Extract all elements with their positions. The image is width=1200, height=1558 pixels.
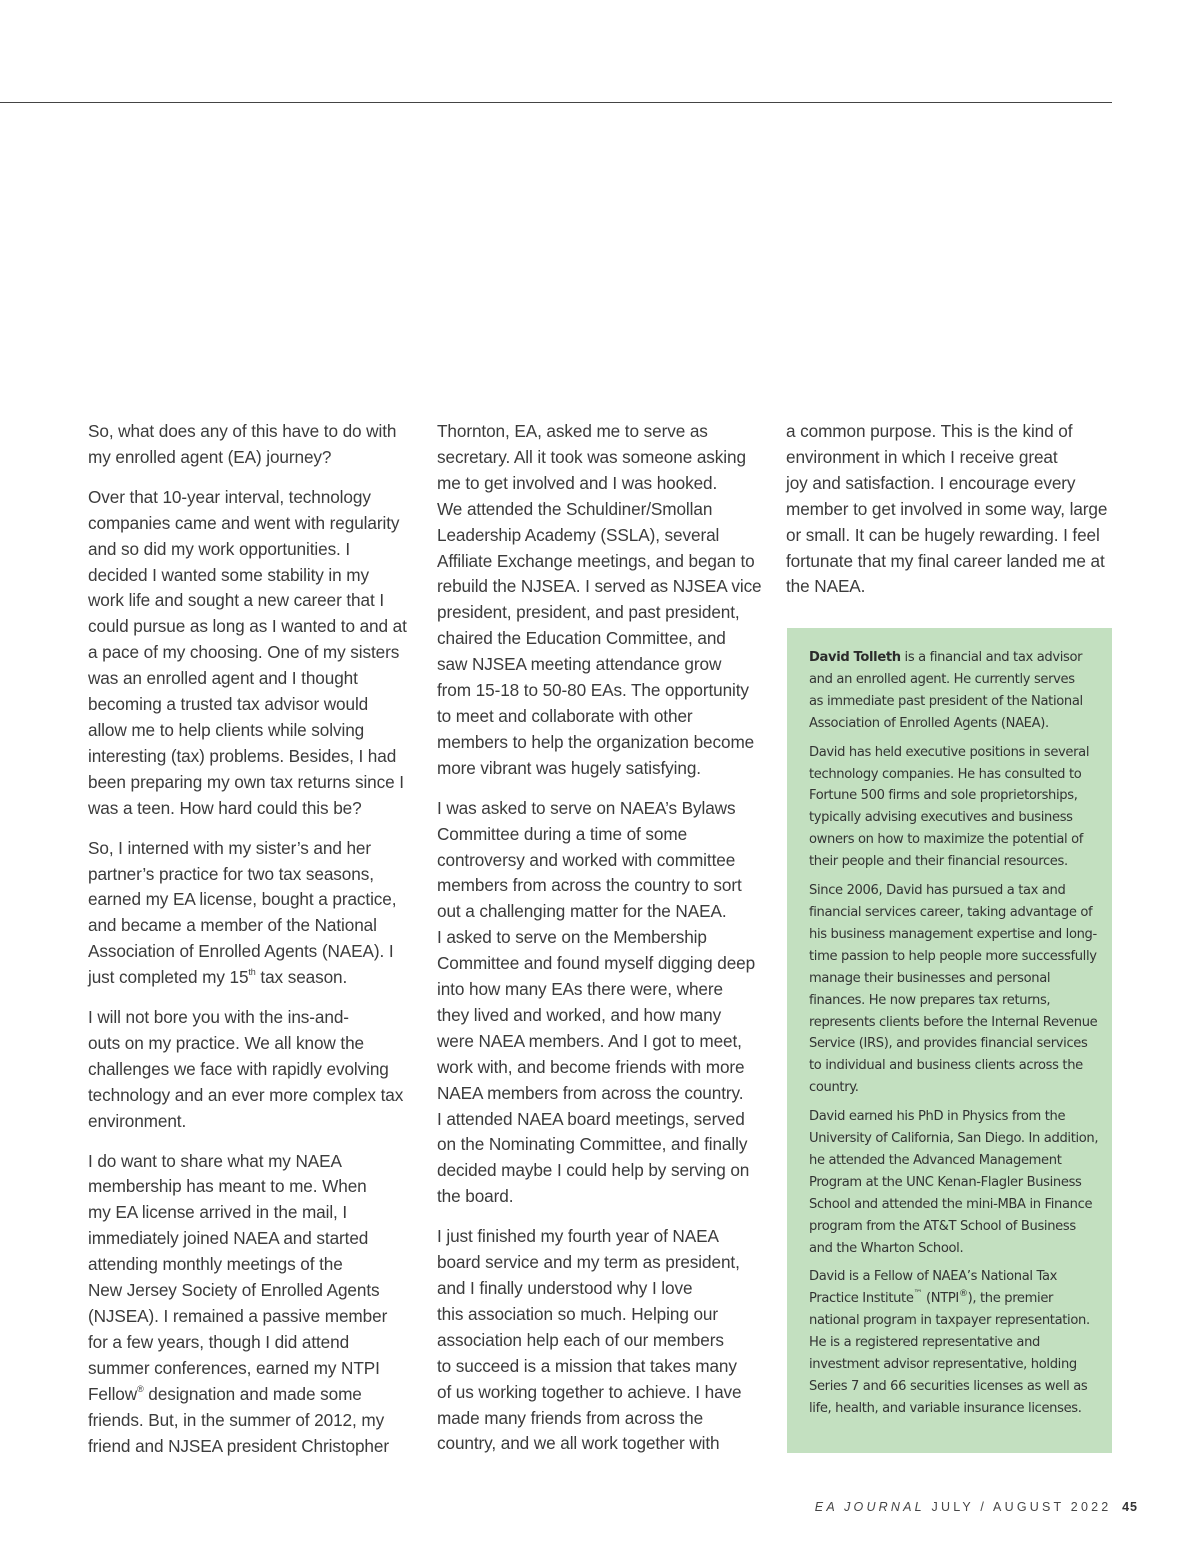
text-line: owners on how to maximize the potential of (809, 832, 1084, 848)
text-line: as immediate past president of the National (809, 693, 1083, 709)
text-line: Leadership Academy (SSLA), several (437, 524, 720, 545)
text-line: (NJSEA). I remained a passive member (88, 1306, 388, 1326)
text-line: work life and sought a new career that I (88, 590, 384, 611)
text-line: Practice Institute™ (NTPI®), the premier (809, 1289, 1054, 1307)
page-number: 45 (1122, 1500, 1138, 1514)
bio-paragraph (809, 1266, 1102, 1419)
text-line: technology and an ever more complex tax (88, 1084, 404, 1105)
text-line: friends. But, in the summer of 2012, my (88, 1409, 385, 1430)
paragraph (88, 1005, 418, 1135)
paragraph (88, 1149, 418, 1460)
paragraph-lines (88, 1149, 418, 1382)
text-line: to individual and business clients across the (809, 1058, 1083, 1074)
text-line: for a few years, though I did attend (88, 1331, 350, 1352)
text-line: So, what does any of this have to do with (88, 421, 397, 441)
text-line: his business management expertise and long- (809, 926, 1097, 942)
author-bio-box (787, 628, 1112, 1453)
text-line: manage their businesses and personal (809, 970, 1051, 986)
page-footer (815, 1500, 1138, 1514)
text-line: challenges we face with rapidly evolving (88, 1058, 389, 1079)
text-line: represents clients before the Internal Revenue (809, 1014, 1098, 1030)
text-line: We attended the Schuldiner/Smollan (437, 498, 713, 519)
text-line: New Jersey Society of Enrolled Agents (88, 1280, 380, 1301)
text-line: been preparing my own tax returns since I (88, 771, 404, 792)
text-line: to succeed is a mission that takes many (437, 1355, 737, 1376)
text-line: saw NJSEA meeting attendance grow (437, 654, 722, 675)
text-line: to meet and collaborate with other (437, 705, 693, 726)
text-line: their people and their financial resources. (809, 854, 1068, 870)
text-line: association help each of our members (437, 1329, 724, 1350)
text-line: finances. He now prepares tax returns, (809, 992, 1051, 1008)
text-line: I was asked to serve on NAEA’s Bylaws (437, 797, 736, 818)
article-column-1 (88, 419, 418, 1473)
text-line: chaired the Education Committee, and (437, 628, 726, 649)
text-line: president, president, and past president, (437, 602, 740, 623)
text-line: a common purpose. This is the kind of (786, 421, 1073, 441)
text-line: Program at the UNC Kenan-Flagler Business (809, 1174, 1082, 1190)
issue-date: JULY / AUGUST 2022 (931, 1500, 1112, 1514)
text-line: environment in which I receive great (786, 446, 1058, 467)
text-line: were NAEA members. And I got to meet, (437, 1030, 742, 1051)
text-line: from 15-18 to 50-80 EAs. The opportunity (437, 680, 749, 701)
text-line: program from the AT&T School of Business (809, 1218, 1076, 1234)
text-line: David Tolleth is a financial and tax advisor (809, 650, 1083, 665)
paragraph (437, 419, 769, 782)
text-line: time passion to help people more successfully (809, 948, 1097, 964)
text-line: this association so much. Helping our (437, 1303, 718, 1324)
author-name: David Tolleth (809, 650, 901, 665)
text-line: Committee and found myself digging deep (437, 953, 756, 974)
text-line: So, I interned with my sister’s and her (88, 837, 372, 858)
text-line: Association of Enrolled Agents (NAEA). I (88, 941, 394, 962)
text-line: I attended NAEA board meetings, served (437, 1108, 745, 1129)
text-line: members to help the organization become (437, 731, 755, 752)
text-line: controversy and worked with committee (437, 849, 736, 870)
text-line: summer conferences, earned my NTPI (88, 1357, 380, 1378)
text-line: Affiliate Exchange meetings, and began to (437, 550, 755, 571)
paragraph-lines (88, 1408, 418, 1460)
text-line: and an enrolled agent. He currently serves (809, 671, 1075, 687)
text-line: earned my EA license, bought a practice, (88, 889, 397, 910)
text-line: membership has meant to me. When (88, 1176, 367, 1197)
text-line: me to get involved and I was hooked. (437, 472, 718, 493)
text-line: into how many EAs there were, where (437, 979, 723, 1000)
text-line: or small. It can be hugely rewarding. I feel (786, 524, 1100, 545)
text-line: board service and my term as president, (437, 1252, 740, 1273)
text-line: outs on my practice. We all know the (88, 1032, 364, 1053)
text-line: environment. (88, 1110, 187, 1131)
text-line: and the Wharton School. (809, 1240, 964, 1256)
text-line: I do want to share what my NAEA (88, 1150, 342, 1171)
text-line: Over that 10-year interval, technology (88, 486, 371, 507)
text-line: David is a Fellow of NAEA’s National Tax (809, 1269, 1058, 1285)
paragraph (437, 1224, 769, 1457)
text-line: decided I wanted some stability in my (88, 564, 369, 585)
header-rule (0, 102, 1112, 103)
article-column-3 (786, 419, 1116, 614)
text-line: Association of Enrolled Agents (NAEA). (809, 715, 1049, 731)
superscript: th (248, 967, 256, 978)
bio-paragraph (809, 742, 1102, 873)
text-line: rebuild the NJSEA. I served as NJSEA vice (437, 576, 762, 597)
text-line: on the Nominating Committee, and finally (437, 1134, 748, 1155)
text-line: David has held executive positions in several (809, 744, 1090, 760)
text-line: friend and NJSEA president Christopher (88, 1435, 389, 1456)
text-line: fortunate that my final career landed me at (786, 550, 1105, 571)
text-line: I just finished my fourth year of NAEA (437, 1226, 719, 1247)
text-line: a pace of my choosing. One of my sisters (88, 642, 400, 663)
paragraph (786, 419, 1116, 600)
text-line: NAEA members from across the country. (437, 1082, 744, 1103)
text-line: out a challenging matter for the NAEA. (437, 901, 727, 922)
text-line: I asked to serve on the Membership (437, 927, 707, 948)
text-line: immediately joined NAEA and started (88, 1228, 369, 1249)
registered-mark: ® (958, 1289, 968, 1300)
text-line: financial services career, taking advantage of (809, 904, 1093, 920)
paragraph-lines (809, 669, 1102, 735)
text-line: my enrolled agent (EA) journey? (88, 446, 332, 467)
article-column-2 (437, 419, 769, 1471)
text-line: work with, and become friends with more (437, 1056, 745, 1077)
paragraph (437, 796, 769, 1211)
text-line: secretary. All it took was someone asking (437, 446, 746, 467)
text-line: typically advising executives and business (809, 810, 1073, 826)
text-line: national program in taxpayer representation. (809, 1313, 1090, 1329)
text-line: Series 7 and 66 securities licenses as well as (809, 1379, 1088, 1394)
text-line: was an enrolled agent and I thought (88, 668, 358, 689)
text-line: the NAEA. (786, 576, 866, 597)
text-line: of us working together to achieve. I have (437, 1381, 742, 1402)
text-line: I will not bore you with the ins-and- (88, 1007, 349, 1028)
text-line: and I finally understood why I love (437, 1278, 693, 1298)
bio-paragraph (809, 647, 1102, 735)
text-line: Since 2006, David has pursued a tax and (809, 883, 1066, 899)
text-line: the board. (437, 1186, 514, 1207)
text-line: companies came and went with regularity (88, 512, 400, 533)
journal-title: EA JOURNAL (814, 1500, 925, 1514)
trademark-mark: ™ (913, 1289, 923, 1300)
text-line: technology companies. He has consulted to (809, 766, 1082, 782)
text-line: David earned his PhD in Physics from the (809, 1109, 1066, 1125)
text-line: attending monthly meetings of the (88, 1254, 343, 1275)
text-line: University of California, San Diego. In addition, (809, 1131, 1099, 1147)
text-line: was a teen. How hard could this be? (88, 797, 362, 818)
text-line: could pursue as long as I wanted to and at (88, 616, 407, 637)
bio-paragraph (809, 1106, 1102, 1259)
text-line: interesting (tax) problems. Besides, I had (88, 745, 397, 766)
text-line: they lived and worked, and how many (437, 1004, 722, 1025)
text-line: country, and we all work together with (437, 1433, 720, 1454)
text-line: Fortune 500 firms and sole proprietorships, (809, 788, 1078, 804)
text-line: more vibrant was hugely satisfying. (437, 757, 701, 778)
text-line: partner’s practice for two tax seasons, (88, 863, 374, 884)
text-line: He is a registered representative and (809, 1335, 1040, 1351)
text-line: just completed my 15th tax season. (88, 967, 348, 988)
text-line: members from across the country to sort (437, 875, 742, 896)
text-line: made many friends from across the (437, 1407, 704, 1428)
text-line: my EA license arrived in the mail, I (88, 1202, 348, 1223)
text-line: Thornton, EA, asked me to serve as (437, 421, 708, 441)
text-line: he attended the Advanced Management (809, 1152, 1062, 1168)
paragraph (88, 485, 418, 822)
text-line: life, health, and variable insurance licenses. (809, 1400, 1082, 1416)
paragraph-lines (88, 836, 418, 966)
paragraph-lines (809, 1310, 1102, 1420)
text-line: joy and satisfaction. I encourage every (786, 472, 1076, 493)
text-line: investment advisor representative, holding (809, 1357, 1077, 1373)
registered-mark: ® (137, 1383, 144, 1394)
text-line: Service (IRS), and provides financial services (809, 1036, 1088, 1052)
paragraph (88, 419, 418, 471)
text-line: country. (809, 1080, 859, 1096)
paragraph (88, 836, 418, 991)
text-line: School and attended the mini-MBA in Finance (809, 1196, 1093, 1212)
text-line: Fellow® designation and made some (88, 1383, 362, 1404)
text-line: member to get involved in some way, large (786, 498, 1108, 519)
text-line: Committee during a time of some (437, 823, 688, 844)
text-line: allow me to help clients while solving (88, 719, 365, 740)
text-line: becoming a trusted tax advisor would (88, 694, 369, 715)
text-line: and became a member of the National (88, 915, 377, 936)
text-line: and so did my work opportunities. I (88, 538, 351, 559)
bio-paragraph (809, 880, 1102, 1099)
text-line: decided maybe I could help by serving on (437, 1160, 750, 1181)
